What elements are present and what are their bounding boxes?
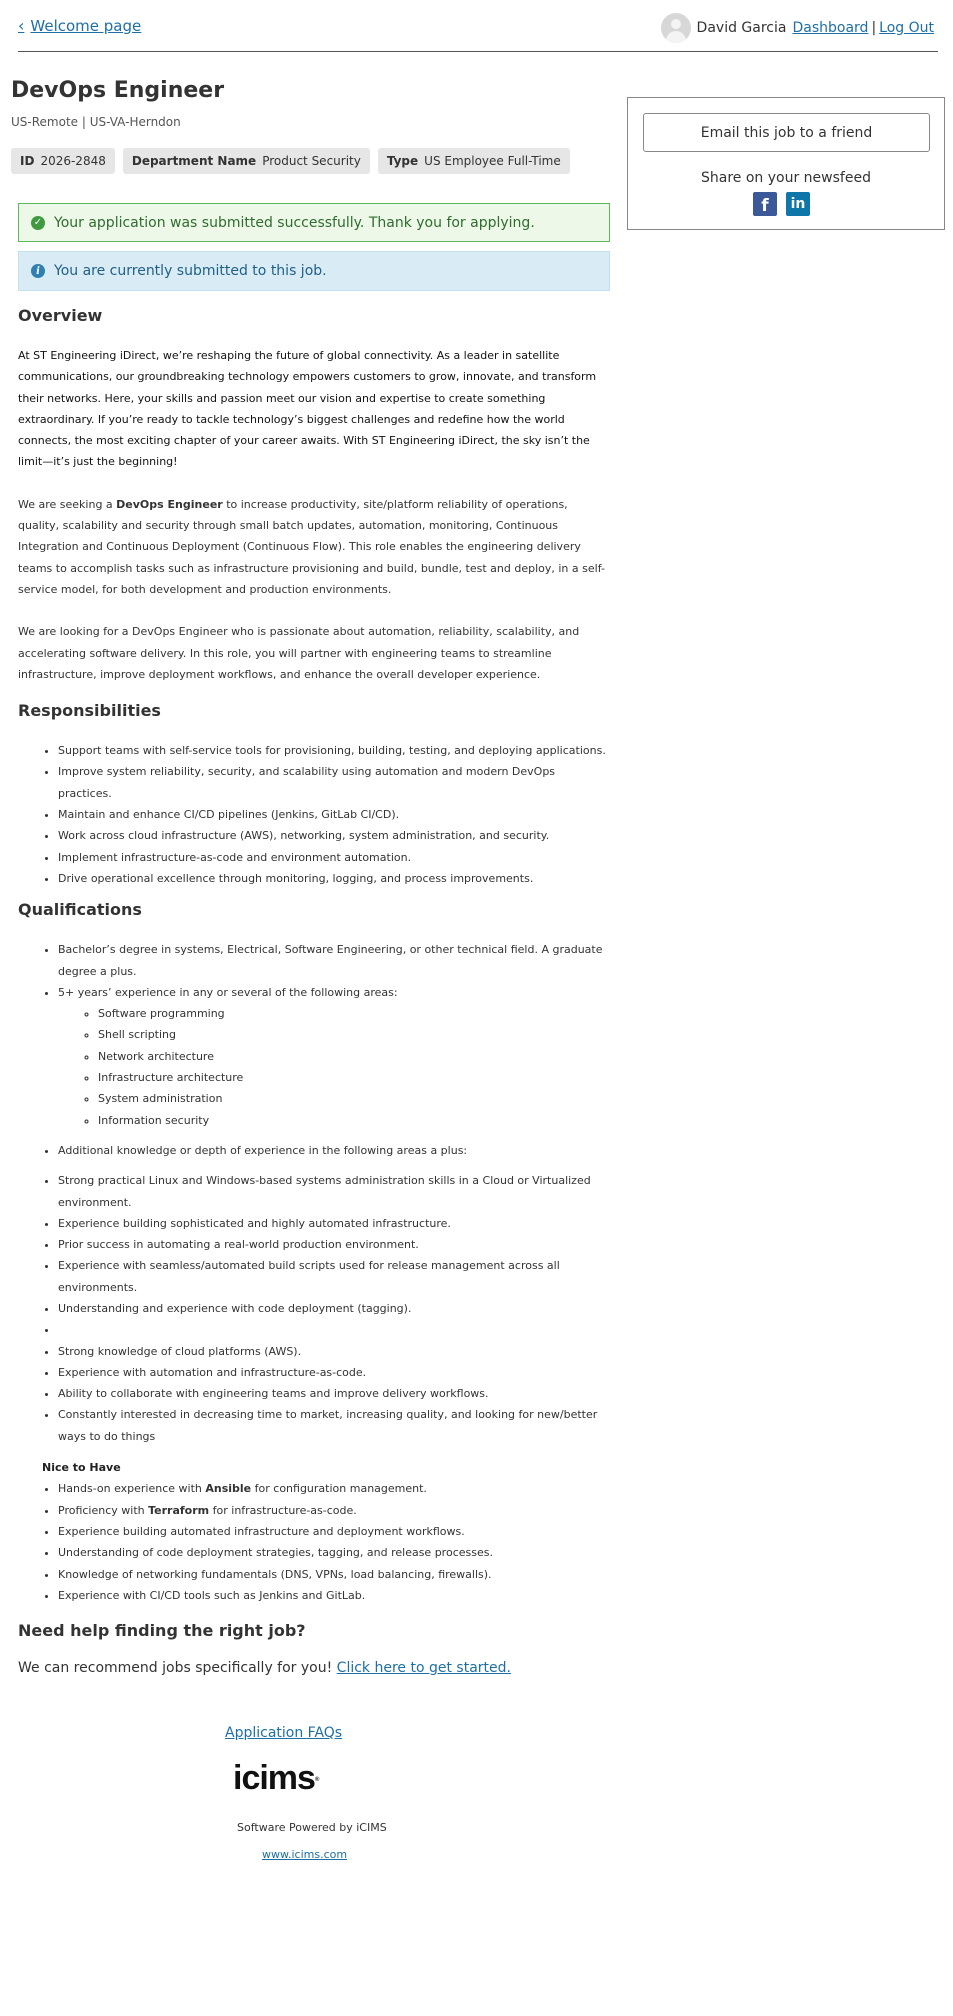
list-item: • Improve system reliability, security, and scalability using automation and modern DevOps practices. — [58, 761, 610, 804]
list-item: • Experience building sophisticated and highly automated infrastructure. — [58, 1213, 610, 1234]
more-qualifications-list — [18, 1170, 610, 1447]
list-item: ◦ Shell scripting — [98, 1024, 610, 1045]
list-item: • Understanding of code deployment strategies, tagging, and release processes. — [58, 1542, 610, 1563]
list-item: • Work across cloud infrastructure (AWS), networking, system administration, and security. — [58, 825, 610, 846]
job-description — [18, 305, 610, 1700]
tag-id: ID 2026-2848 — [11, 148, 115, 174]
top-bar — [18, 0, 938, 52]
logout-link[interactable]: Log Out — [879, 20, 934, 36]
qualifications-list — [18, 939, 610, 1131]
tag-department: Department Name Product Security — [123, 148, 370, 174]
info-alert — [18, 251, 610, 291]
list-item: • Experience with seamless/automated build scripts used for release management across all environments. — [58, 1255, 610, 1298]
help-heading: Need help finding the right job? — [18, 1621, 306, 1641]
nice-to-have-heading: Nice to Have — [42, 1461, 121, 1475]
success-message: Your application was submitted successfully. Thank you for applying. — [54, 214, 535, 231]
facebook-icon[interactable]: f — [753, 192, 777, 216]
list-item: ◦ Software programming — [98, 1003, 610, 1024]
icims-logo: icims® — [233, 1759, 319, 1797]
overview-heading: Overview — [18, 306, 103, 325]
list-item: • Strong practical Linux and Windows-based systems administration skills in a Cloud or Virtualized environment. — [58, 1170, 610, 1213]
list-item: • Experience with automation and infrastructure-as-code. — [58, 1362, 610, 1383]
info-circle-icon: i — [31, 264, 45, 278]
list-item: ◦ Information security — [98, 1110, 610, 1131]
list-item: • Proficiency with Terraform for infrastructure-as-code. — [58, 1500, 610, 1521]
list-item: • Understanding and experience with code deployment (tagging). — [58, 1298, 610, 1319]
list-item: • Hands-on experience with Ansible for configuration management. — [58, 1478, 610, 1499]
get-started-link[interactable]: Click here to get started. — [336, 1660, 511, 1677]
check-circle-icon: ✓ — [31, 216, 45, 230]
overview-paragraph-3: We are looking for a DevOps Engineer who is passionate about automation, reliability, scalability, and accelerating software delivery. In this role, you will partner with engineering teams to streamline infrastructure, improve deployment workflows, and enhance the overall developer experience. — [18, 625, 580, 681]
job-tags — [11, 148, 570, 174]
welcome-page-label: Welcome page — [30, 16, 142, 35]
responsibilities-heading: Responsibilities — [18, 701, 161, 721]
list-item: • Support teams with self-service tools for provisioning, building, testing, and deploying applications. — [58, 740, 610, 761]
list-item: • Additional knowledge or depth of experience in the following areas a plus: — [58, 1140, 610, 1161]
list-item: • Drive operational excellence through monitoring, logging, and process improvements. — [58, 868, 610, 889]
email-job-button[interactable]: Email this job to a friend — [643, 113, 930, 152]
tag-type: Type US Employee Full-Time — [378, 148, 570, 174]
share-panel — [627, 97, 945, 230]
list-item: • Prior success in automating a real-world production environment. — [58, 1234, 610, 1255]
user-area — [661, 13, 934, 43]
list-item: • 5+ years’ experience in any or several of the following areas: ◦ Software programming ◦ Shell scripting ◦ Network architecture ◦ Infrastructure architecture ◦ System administration ◦ Information security — [58, 982, 610, 1131]
qualifications-heading: Qualifications — [18, 900, 142, 920]
help-text: We can recommend jobs specifically for you! Click here to get started. — [18, 1660, 511, 1677]
user-name: David Garcia — [696, 20, 787, 36]
success-alert — [18, 203, 610, 242]
social-links — [753, 192, 810, 216]
list-item: ◦ Infrastructure architecture — [98, 1067, 610, 1088]
list-item: • Constantly interested in decreasing time to market, increasing quality, and looking for new/better ways to do things — [58, 1404, 610, 1447]
list-item: • Strong knowledge of cloud platforms (AWS). — [58, 1341, 610, 1362]
welcome-page-link[interactable] — [18, 16, 141, 35]
responsibilities-list — [18, 740, 610, 889]
linkedin-icon[interactable]: in — [786, 192, 810, 216]
overview-paragraph-1: At ST Engineering iDirect, we’re reshaping the future of global connectivity. As a leader in satellite communications, our groundbreaking technology empowers customers to grow, innovate, and transform their networks. Here, your skills and passion meet our vision and expertise to create something extraordinary. If you’re ready to tackle technology’s biggest challenges and redefine how the world connects, the most exciting chapter of your career awaits. With ST Engineering iDirect, the sky isn’t the limit—it’s just the beginning! — [18, 349, 597, 469]
overview-paragraph-2: We are seeking a DevOps Engineer to increase productivity, site/platform reliability of operations, quality, scalability and security through small batch updates, automation, monitoring, Continuous Integration and Continuous Deployment (Continuous Flow). This role enables the engineering delivery teams to accomplish tasks such as infrastructure provisioning and build, bundle, test and deploy, in a self-service model, for both development and production environments. — [18, 497, 605, 596]
icims-site-link[interactable]: www.icims.com — [262, 1848, 348, 1861]
info-message: You are currently submitted to this job. — [54, 263, 327, 279]
list-item: ◦ Network architecture — [98, 1046, 610, 1067]
list-item: • Experience with CI/CD tools such as Jenkins and GitLab. — [58, 1585, 610, 1606]
list-item: • Ability to collaborate with engineering teams and improve delivery workflows. — [58, 1383, 610, 1404]
list-item: • Maintain and enhance CI/CD pipelines (Jenkins, GitLab CI/CD). — [58, 804, 610, 825]
list-item: ◦ System administration — [98, 1088, 610, 1109]
list-item: • Knowledge of networking fundamentals (DNS, VPNs, load balancing, firewalls). — [58, 1564, 610, 1585]
application-faqs-link[interactable]: Application FAQs — [225, 1725, 343, 1741]
additional-list — [18, 1140, 610, 1161]
separator: | — [871, 20, 877, 36]
nice-to-have-list — [18, 1478, 610, 1606]
chevron-left-icon: ‹ — [18, 16, 25, 35]
avatar-icon — [661, 13, 691, 43]
dashboard-link[interactable]: Dashboard — [792, 20, 869, 36]
list-item: • Bachelor’s degree in systems, Electrical, Software Engineering, or other technical field. A graduate degree a plus. — [58, 939, 610, 982]
experience-areas-list — [58, 1003, 610, 1131]
list-item: • Experience building automated infrastructure and deployment workflows. — [58, 1521, 610, 1542]
powered-by-text: Software Powered by iCIMS — [237, 1821, 387, 1834]
list-item: • Implement infrastructure-as-code and environment automation. — [58, 847, 610, 868]
list-item — [58, 1319, 610, 1340]
share-label: Share on your newsfeed — [701, 170, 871, 186]
job-location: US-Remote | US-VA-Herndon — [11, 115, 181, 129]
page-title: DevOps Engineer — [11, 78, 225, 103]
